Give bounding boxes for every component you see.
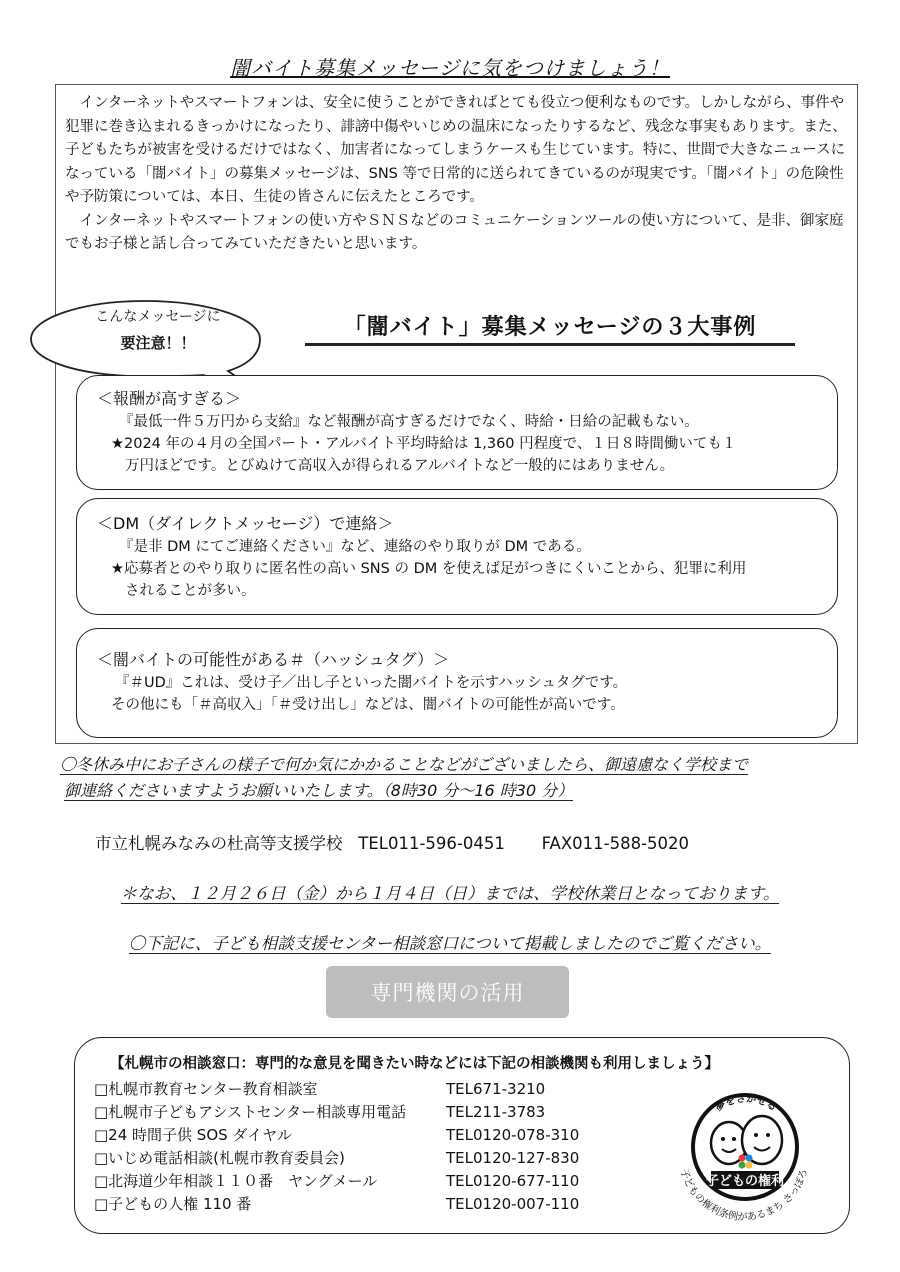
notice-line-2: 御連絡くださいますようお願いいたします。（8時30 分～16 時30 分） xyxy=(64,781,574,800)
consult-row xyxy=(94,1193,579,1215)
consult-tel[interactable]: TEL0120-677-110 xyxy=(446,1172,580,1190)
consult-name: □24 時間子供 SOS ダイヤル xyxy=(94,1126,292,1144)
bubble-text xyxy=(68,304,248,356)
consult-tel[interactable]: TEL211-3783 xyxy=(446,1103,546,1121)
section-heading: 「闇バイト」募集メッセージの３大事例 xyxy=(305,310,795,346)
consult-tel[interactable]: TEL0120-007-110 xyxy=(446,1195,580,1213)
consult-name: □北海道少年相談１１０番 ヤングメール xyxy=(94,1172,378,1190)
case-line: 『最低一件５万円から支給』など報酬が高すぎるだけでなく、時給・日給の記載もない。 xyxy=(119,414,699,430)
consult-name: □子どもの人権 110 番 xyxy=(94,1195,252,1213)
logo-bottom-text: 子どもの権利条例があるまち さっぽろ xyxy=(677,1167,811,1224)
notice-line-1: 〇冬休み中にお子さんの様子で何か気にかかることなどがございましたら、御遠慮なく学校まで xyxy=(60,755,749,774)
case-line: ★応募者とのやり取りに匿名性の高い SNS の DM を使えば足がつきにくいことから、犯罪に利用 xyxy=(111,561,747,577)
case-card-dm xyxy=(76,498,838,615)
school-tel: TEL011-596-0451 xyxy=(358,834,505,853)
case-line: その他にも「＃高収入」「＃受け出し」などは、闇バイトの可能性が高いです。 xyxy=(111,697,625,713)
contact-notice xyxy=(60,752,860,804)
consult-name: □札幌市子どもアシストセンター相談専用電話 xyxy=(94,1103,407,1121)
holiday-note xyxy=(0,880,900,904)
holiday-note-text: ＊なお、１２月２６日（金）から１月４日（日）までは、学校休業日となっております。 xyxy=(120,884,780,903)
school-contact xyxy=(95,830,855,854)
page-title: 闇バイト募集メッセージに気をつけましょう！ xyxy=(230,56,670,80)
case-line: されることが多い。 xyxy=(125,583,256,599)
consult-row xyxy=(94,1101,545,1123)
center-note-text: 〇下記に、子ども相談支援センター相談窓口について掲載しましたのでご覧ください。 xyxy=(128,934,772,953)
consult-heading: 【札幌市の相談窓口：専門的な意見を聞きたい時などには下記の相談機関も利用しましょう】 xyxy=(110,1056,719,1072)
intro-paragraph-2: インターネットやスマートフォンの使い方やＳＮＳなどのコミュニケーションツールの使い方について、是非、御家庭でもお子様と話し合ってみていただきたいと思います。 xyxy=(65,212,844,252)
case-line: 万円ほどです。とびぬけて高収入が得られるアルバイトなど一般的にはありません。 xyxy=(125,458,675,474)
school-name: 市立札幌みなみの杜高等支援学校 xyxy=(95,834,343,853)
consult-row xyxy=(94,1124,579,1146)
case-title: ＜闇バイトの可能性がある＃（ハッシュタグ）＞ xyxy=(97,650,450,669)
case-line: 『＃UD』これは、受け子／出し子といった闇バイトを示すハッシュタグです。 xyxy=(115,675,628,691)
case-card-high-pay xyxy=(76,375,838,490)
consult-tel[interactable]: TEL671-3210 xyxy=(446,1080,546,1098)
consult-row xyxy=(94,1078,545,1100)
logo-band-text: 子どもの権利 xyxy=(705,1174,785,1189)
intro-text xyxy=(65,92,850,257)
bubble-line-2: 要注意！！ xyxy=(120,334,196,352)
childrens-rights-logo xyxy=(667,1085,819,1229)
center-note xyxy=(0,930,900,954)
intro-paragraph-1: インターネットやスマートフォンは、安全に使うことができればとても役立つ便利なものです。しかしながら、事件や犯罪に巻き込まれるきっかけになったり、誹謗中傷やいじめの温床になったりするなど、残念な事実もあります。また、子どもたちが被害を受けるだけではなく、加害者になってしまうケースも生じています。特に、世間で大きなニュースになっている「闇バイト」の募集メッセージは、SNS 等で日常的に送られてきているのが現実です。「闇バイト」の危険性や予防策については、本日、生徒の皆さんに伝えたところです。 xyxy=(65,95,847,205)
school-fax: FAX011-588-5020 xyxy=(541,834,690,853)
case-line: 『是非 DM にてご連絡ください』など、連絡のやり取りが DM である。 xyxy=(119,539,591,555)
consult-name: □いじめ電話相談(札幌市教育委員会) xyxy=(94,1149,345,1167)
consult-tel[interactable]: TEL0120-078-310 xyxy=(446,1126,580,1144)
case-line: ★2024 年の４月の全国パート・アルバイト平均時給は 1,360 円程度で、１日８時間働いても１ xyxy=(111,436,737,452)
case-title: ＜DM（ダイレクトメッセージ）で連絡＞ xyxy=(97,514,394,533)
consult-name: □札幌市教育センター教育相談室 xyxy=(94,1080,318,1098)
consult-row xyxy=(94,1170,579,1192)
consult-row xyxy=(94,1147,579,1169)
logo-top-text: 夢をさかせる xyxy=(713,1093,779,1114)
agency-button[interactable]: 専門機関の活用 xyxy=(326,966,569,1018)
consult-tel[interactable]: TEL0120-127-830 xyxy=(446,1149,580,1167)
case-card-hashtag xyxy=(76,628,838,738)
bubble-line-1: こんなメッセージに xyxy=(95,309,221,325)
case-title: ＜報酬が高すぎる＞ xyxy=(97,389,242,408)
